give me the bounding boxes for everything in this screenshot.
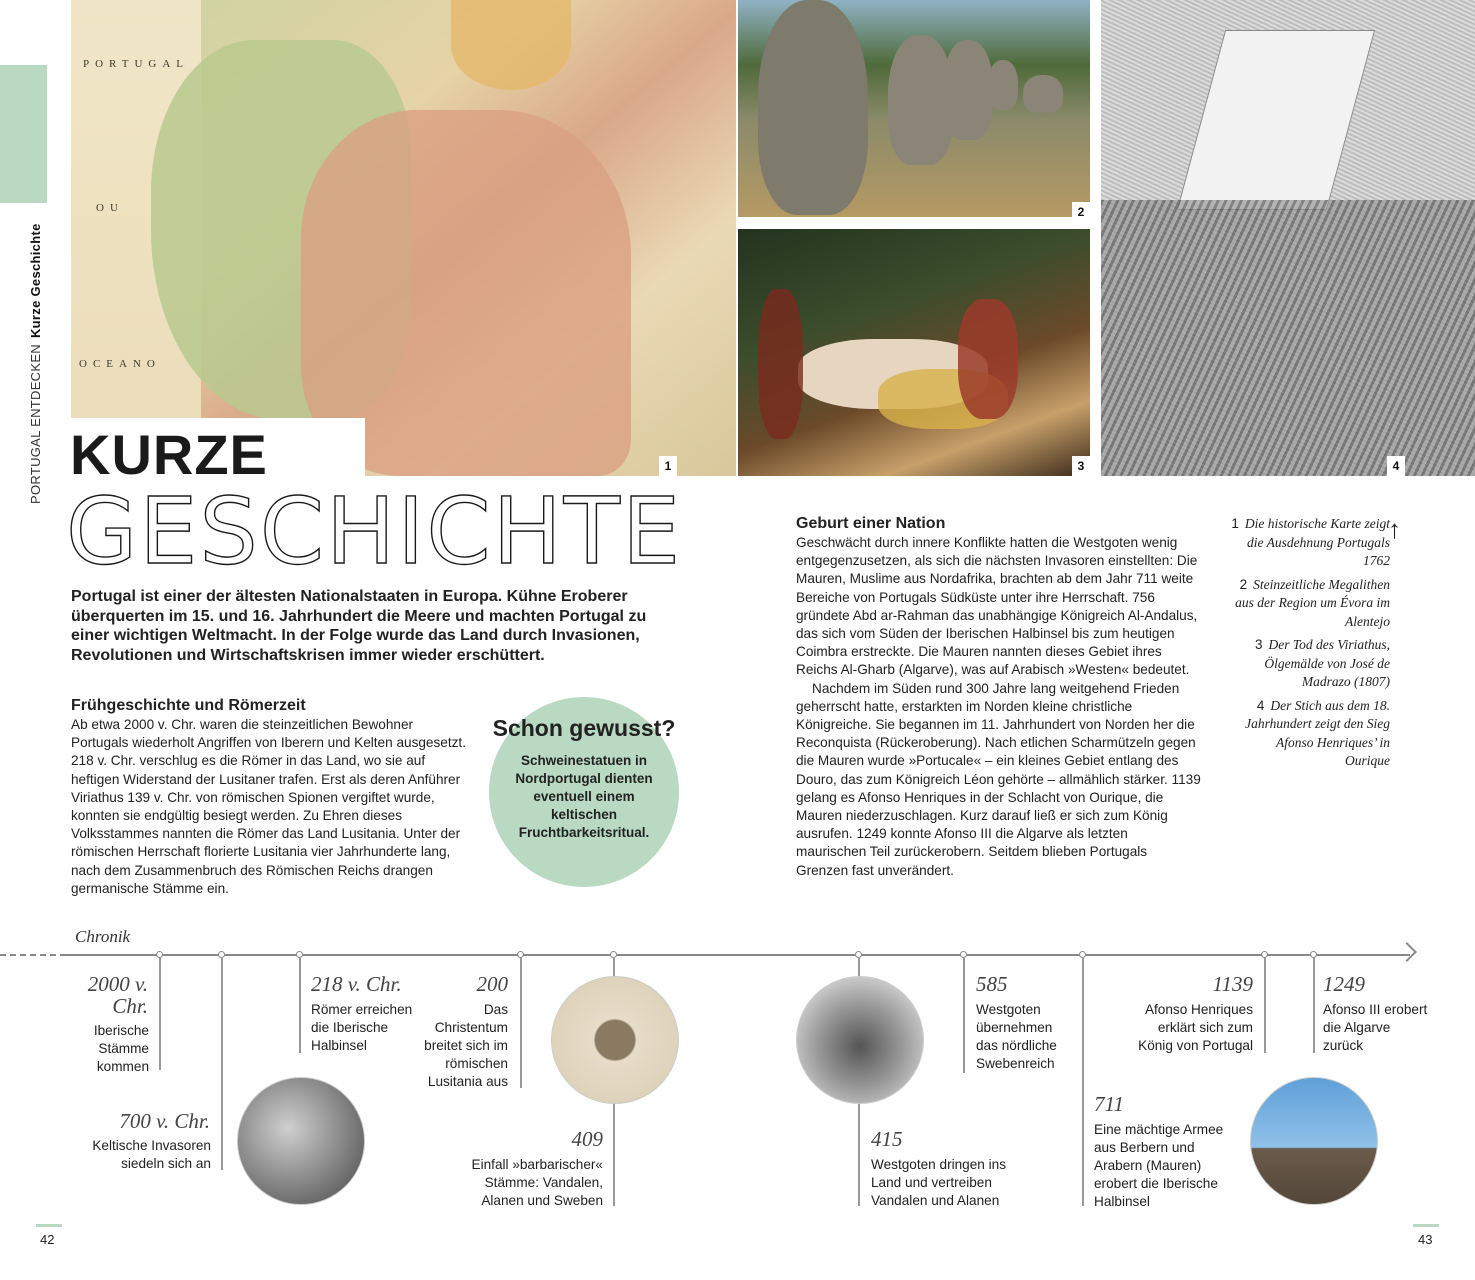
timeline-tick	[299, 958, 301, 1053]
timeline-dot	[1261, 951, 1268, 958]
event-year-409: 409	[571, 1127, 603, 1151]
timeline-dot	[1079, 951, 1086, 958]
event-year-1249: 1249	[1323, 972, 1365, 996]
caption-3	[1200, 636, 1390, 692]
image-number-1: 1	[659, 456, 677, 476]
page-title-line2	[66, 478, 683, 585]
timeline-label: Chronik	[75, 927, 131, 946]
event-text-218bc: Römer erreichen die Iberische Halbinsel	[311, 1002, 413, 1053]
caption-text: Der Tod des Viriathus, Ölgemälde von José de Madrazo (1807)	[1264, 637, 1390, 689]
section1-text: Ab etwa 2000 v. Chr. waren die steinzeitlichen Bewohner Portugals wiederholt Angriffen von Iberern und Kelten ausgesetzt. 218 v. Chr. verschlug es die Römer in das Land, wo sie auf heftigen Widerstand der Lusitaner trafen. Erst als deren Anführer Viriathus 139 v. Chr. von römischen Spionen vergiftet wurde, konnten sie endgültig besiegt werden. Zu Ehren dieses Volksstammes nannten die Römer das Land Lusitania. Unter der römischen Herrschaft florierte Lusitania vier Jahrhunderte lang, nach dem Zusammenbruch des Römischen Reichs drangen germanische Stämme ein.	[71, 717, 466, 896]
page-number-right: 43	[1418, 1232, 1433, 1247]
event-year-218bc: 218 v. Chr.	[311, 972, 402, 996]
image-number-2: 2	[1072, 202, 1090, 217]
image-number-4: 4	[1387, 456, 1405, 476]
event-text-585: Westgoten übernehmen das nördliche Swebenreich	[976, 1002, 1057, 1071]
chapter-label: Kurze Geschichte	[28, 223, 43, 339]
event-year-200: 200	[476, 972, 508, 996]
event-year-700bc: 700 v. Chr.	[119, 1109, 210, 1133]
fact-circle	[489, 697, 679, 887]
timeline-tick	[1313, 958, 1315, 1053]
map-label-portugal: PORTUGAL	[83, 58, 190, 70]
running-header	[28, 223, 43, 504]
timeline-dot	[960, 951, 967, 958]
arrow-up-icon: ↑	[1388, 514, 1401, 544]
timeline-tick	[1264, 958, 1266, 1053]
caption-number: 3	[1254, 637, 1263, 652]
intro-paragraph: Portugal ist einer der ältesten Nationalstaaten in Europa. Kühne Eroberer überquerten im 15. und 16. Jahrhundert die Meere und machten Portugal zu einer wichtigen Weltmacht. In der Folge wurde das Land durch Invasionen, Revolutionen und Wirtschaftskrisen immer wieder erschüttert.	[71, 588, 647, 664]
ourique-engraving	[1101, 0, 1475, 476]
timeline-tick	[520, 958, 522, 1088]
section2-text	[796, 534, 1201, 880]
caption-4	[1200, 697, 1390, 771]
timeline-dash	[0, 954, 66, 956]
event-year-1139: 1139	[1212, 972, 1253, 996]
timeline-dot	[296, 951, 303, 958]
page-marker-left	[36, 1224, 62, 1227]
battle-engraving-thumb	[796, 976, 924, 1104]
section1-heading: Frühgeschichte und Römerzeit	[71, 697, 306, 714]
timeline-dot	[855, 951, 862, 958]
caption-number: 1	[1231, 516, 1239, 531]
timeline-line	[66, 954, 1410, 956]
event-text-409: Einfall »barbarischer« Stämme: Vandalen, Alanen und Sweben	[471, 1157, 603, 1208]
timeline-tick	[963, 958, 965, 1073]
page-marker-right	[1413, 1224, 1439, 1227]
map-label-ou: OU	[96, 202, 124, 214]
section2-paragraph-1: Geschwächt durch innere Konflikte hatten die Westgoten wenig entgegenzusetzen, als sich die nächsten Invasoren einstellten: Die Mauren, Muslime aus Nordafrika, brachten ab dem Jahr 711 weite Bereiche von Portugals Südküste unter ihre Herrschaft. 756 gründete Abd ar-Rahman das unabhängige Königreich Al-Andalus, das sich vom Süden der Iberischen Halbinsel bis zum heutigen Coimbra erstreckte. Die Mauren nannten dieses Gebiet ihres Reichs Al-Gharb (Algarve), was auf Arabisch »Westen« bedeutet.	[796, 535, 1198, 678]
caption-2	[1200, 576, 1390, 632]
timeline-tick	[221, 958, 223, 1170]
event-text-1139: Afonso Henriques erklärt sich zum König von Portugal	[1138, 1002, 1253, 1053]
caption-1	[1200, 515, 1390, 571]
image-captions	[1200, 515, 1390, 776]
timeline-arrow-icon	[1397, 942, 1417, 962]
event-text-700bc: Keltische Invasoren siedeln sich an	[92, 1138, 211, 1171]
event-year-415: 415	[871, 1127, 903, 1151]
section-label: PORTUGAL ENTDECKEN	[28, 344, 43, 504]
event-text-415: Westgoten dringen ins Land und vertreiben Vandalen und Alanen	[871, 1157, 1007, 1208]
timeline-tick	[1082, 958, 1084, 1206]
event-year-585: 585	[976, 972, 1008, 996]
caption-number: 2	[1239, 576, 1248, 592]
map-label-oceano: OCEANO	[79, 358, 161, 370]
page-number-left: 42	[40, 1232, 55, 1247]
event-text-200: Das Christentum breitet sich im römischen Lusitania aus	[424, 1002, 508, 1089]
image-number-3: 3	[1072, 456, 1090, 476]
section2-heading: Geburt einer Nation	[796, 515, 946, 532]
fact-heading: Schon gewusst?	[492, 715, 676, 741]
timeline-tick	[159, 958, 161, 1070]
timeline-dot	[1310, 951, 1317, 958]
megaliths-photo	[738, 0, 1090, 217]
event-text-2000bc: Iberische Stämme kommen	[93, 1023, 149, 1074]
fact-text: Schweinestatuen in Nordportugal dienten eventuell einem keltischen Fruchtbarkeitsritual.	[515, 753, 653, 840]
event-year-711: 711	[1094, 1092, 1124, 1116]
caption-number: 4	[1256, 697, 1265, 713]
vandal-warrior-thumb	[551, 976, 679, 1104]
timeline-dot	[218, 951, 225, 958]
timeline-dot	[610, 951, 617, 958]
viriathus-painting	[738, 229, 1090, 476]
section2-paragraph-2: Nachdem im Süden rund 300 Jahre lang weitgehend Frieden geherrscht hatte, erstarkten im Norden kleine christliche Königreiche. Sie begannen im 11. Jahrhundert von Norden her die Reconquista (Rückeroberung). Nach etlichen Scharmützeln gegen die Mauren wurde »Portucale« – ein kleines Gebiet entlang des Douro, das zum Königreich Léon gehörte – allmählich stärker. 1139 gelang es Afonso Henriques in der Schlacht von Ourique, die Mauren niederzuschlagen. Kurz darauf ließ er sich zum König ausrufen. 1249 konnte Afonso III die Algarve als letzten maurischen Teil zurückerobern. Seitdem blieben Portugals Grenzen fast unverändert.	[796, 680, 1201, 878]
caption-text: Die historische Karte zeigt die Ausdehnung Portugals 1762	[1244, 516, 1390, 568]
afonso-statue-thumb	[1250, 1077, 1378, 1205]
event-text-1249: Afonso III erobert die Algarve zurück	[1323, 1002, 1428, 1053]
event-year-2000bc: 2000 v. Chr.	[87, 972, 148, 1018]
celts-engraving-thumb	[237, 1077, 365, 1205]
caption-text: Der Stich aus dem 18. Jahrhundert zeigt den Sieg Afonso Henriques’ in Ourique	[1245, 697, 1390, 768]
page-title-line2-text: GESCHICHTE	[66, 478, 683, 585]
timeline-dot	[517, 951, 524, 958]
caption-text: Steinzeitliche Megalithen aus der Region um Évora im Alentejo	[1235, 576, 1390, 629]
page-title-line1: KURZE	[70, 423, 268, 486]
historic-map-image	[71, 0, 736, 476]
event-text-711: Eine mächtige Armee aus Berbern und Arabern (Mauren) erobert die Iberische Halbinsel	[1094, 1122, 1224, 1209]
timeline-dot	[156, 951, 163, 958]
chapter-color-tab	[0, 65, 47, 203]
